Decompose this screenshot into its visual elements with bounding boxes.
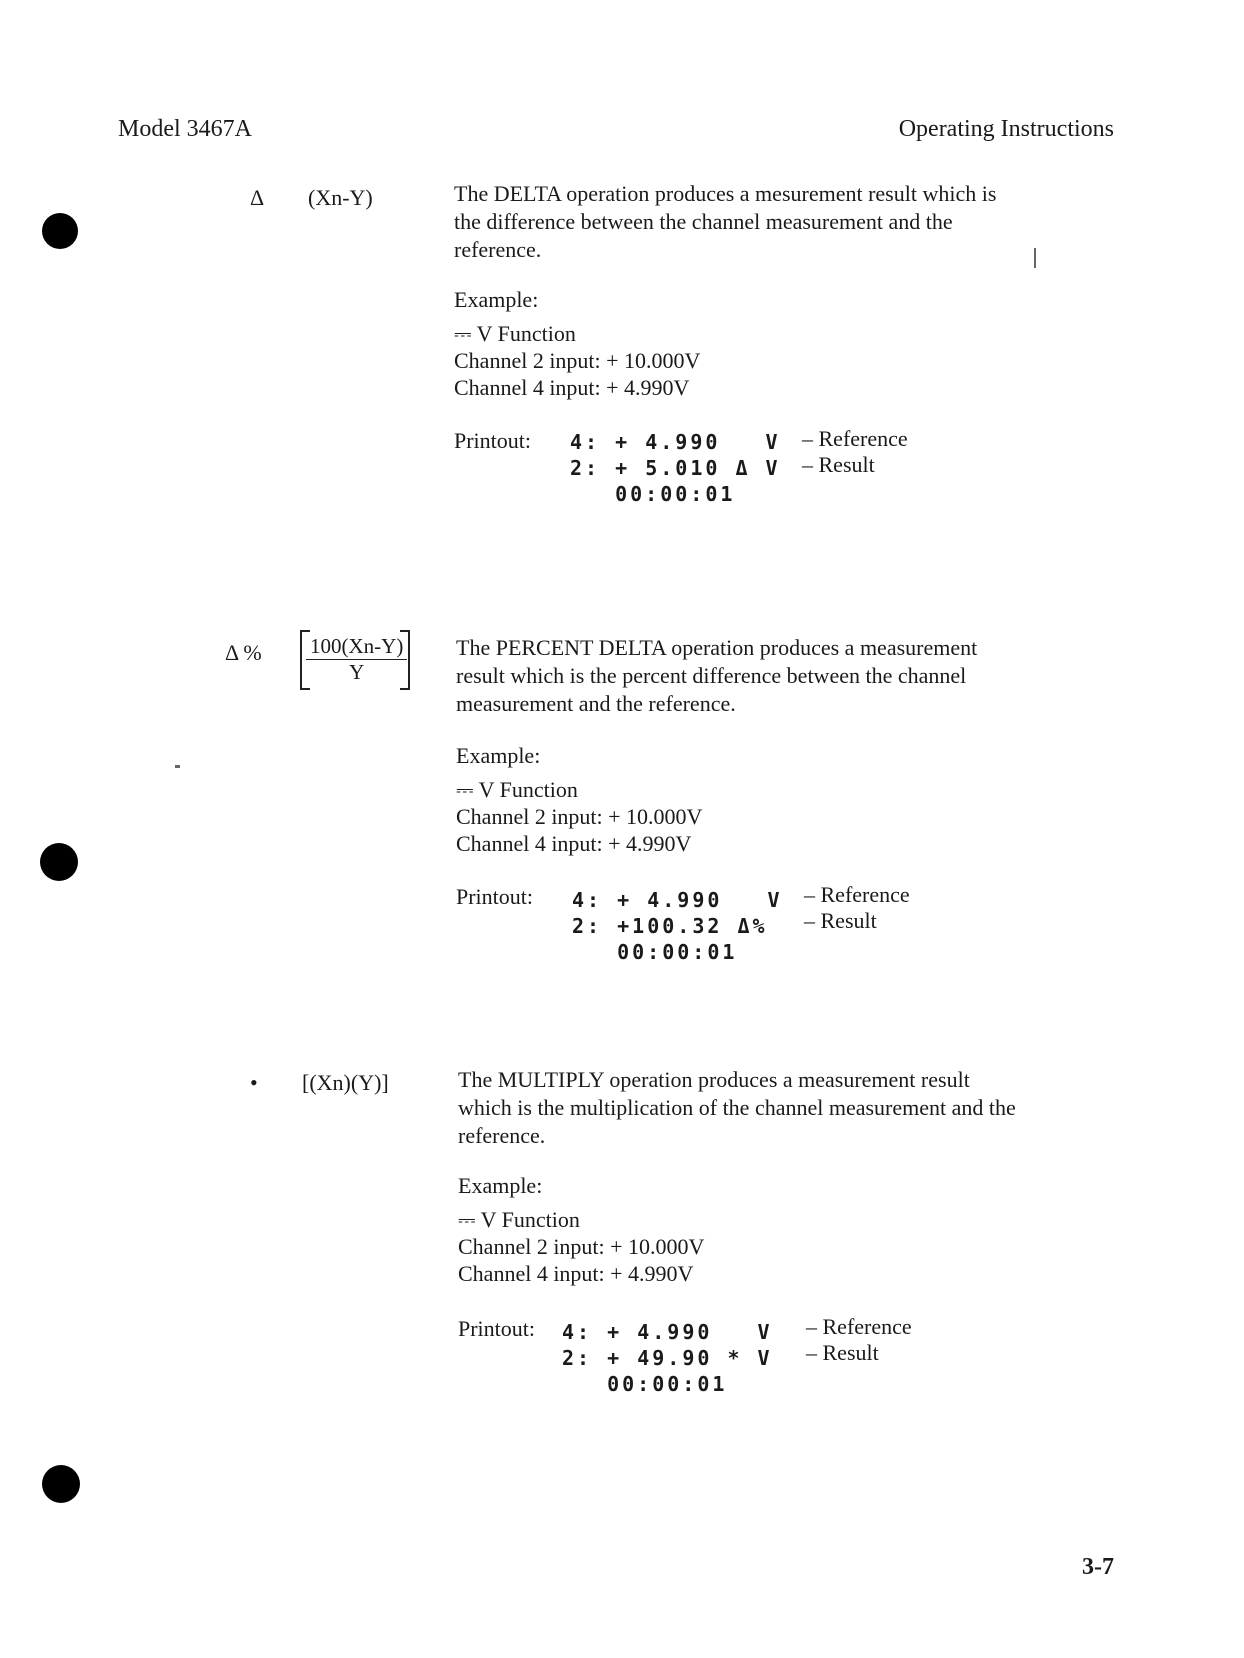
percent-delta-description — [456, 634, 1046, 718]
delta-printout-label: Printout: — [454, 428, 532, 453]
page-number: 3-7 — [1082, 1554, 1114, 1580]
delta-printout-line: 2: + 5.010 Δ V — [570, 456, 781, 480]
binder-hole — [42, 1465, 80, 1503]
percent-delta-symbol: Δ % — [225, 640, 262, 665]
multiply-function: ⎓ V Function — [458, 1207, 580, 1232]
description-line: measurement and the reference. — [456, 691, 736, 716]
description-line: the difference between the channel measurement and the — [454, 209, 953, 234]
multiply-annotation-reference: – Reference — [806, 1314, 912, 1339]
delta-annotation-reference: – Reference — [802, 426, 908, 451]
multiply-annotation-result: – Result — [806, 1340, 879, 1365]
description-line: reference. — [458, 1123, 546, 1148]
delta-annotation-result: – Result — [802, 452, 875, 477]
percent-delta-annotation-reference: – Reference — [804, 882, 910, 907]
multiply-description — [458, 1066, 1048, 1150]
delta-symbol: Δ — [250, 185, 265, 210]
multiply-example-title: Example: — [458, 1173, 543, 1198]
percent-delta-example-title: Example: — [456, 743, 541, 768]
description-line: result which is the percent difference between the channel — [456, 663, 967, 688]
scan-mark — [175, 765, 180, 768]
multiply-printout-line: 00:00:01 — [577, 1372, 728, 1396]
multiply-input-ch2: Channel 2 input: + 10.000V — [458, 1234, 705, 1259]
description-line: reference. — [454, 237, 542, 262]
header-model: Model 3467A — [118, 116, 252, 142]
multiply-printout-line: 4: + 4.990 V — [562, 1320, 773, 1344]
formula-numerator: 100(Xn-Y) — [306, 634, 407, 660]
multiply-printout-line: 2: + 49.90 * V — [562, 1346, 773, 1370]
delta-function: ⎓ V Function — [454, 321, 576, 346]
percent-delta-printout-line: 00:00:01 — [587, 940, 738, 964]
percent-delta-printout-label: Printout: — [456, 884, 534, 909]
header-section-title: Operating Instructions — [898, 116, 1114, 142]
delta-formula — [308, 185, 373, 211]
description-line: The PERCENT DELTA operation produces a measurement — [456, 635, 978, 660]
delta-description — [454, 180, 1044, 264]
delta-example-title: Example: — [454, 287, 539, 312]
percent-delta-input-ch2: Channel 2 input: + 10.000V — [456, 804, 703, 829]
formula-right-bracket — [400, 630, 410, 690]
description-line: which is the multiplication of the channel measurement and the — [458, 1095, 1016, 1120]
percent-delta-input-ch4: Channel 4 input: + 4.990V — [456, 831, 692, 856]
percent-delta-function: ⎓ V Function — [456, 777, 578, 802]
delta-printout-line: 00:00:01 — [585, 482, 736, 506]
delta-input-ch4: Channel 4 input: + 4.990V — [454, 375, 690, 400]
multiply-printout-label: Printout: — [458, 1316, 536, 1341]
delta-input-ch2: Channel 2 input: + 10.000V — [454, 348, 701, 373]
multiply-symbol: • — [250, 1070, 258, 1095]
formula-text: (Xn-Y) — [308, 185, 373, 210]
percent-delta-formula — [306, 634, 407, 685]
percent-delta-annotation-result: – Result — [804, 908, 877, 933]
description-line: The DELTA operation produces a mesurement result which is — [454, 181, 997, 206]
description-line: The MULTIPLY operation produces a measurement result — [458, 1067, 970, 1092]
binder-hole — [42, 213, 78, 249]
binder-hole — [40, 843, 78, 881]
percent-delta-printout-line: 2: +100.32 Δ% — [572, 914, 768, 938]
percent-delta-printout-line: 4: + 4.990 V — [572, 888, 783, 912]
multiply-input-ch4: Channel 4 input: + 4.990V — [458, 1261, 694, 1286]
delta-printout-line: 4: + 4.990 V — [570, 430, 781, 454]
multiply-formula: [(Xn)(Y)] — [302, 1070, 389, 1095]
formula-denominator: Y — [349, 660, 365, 684]
